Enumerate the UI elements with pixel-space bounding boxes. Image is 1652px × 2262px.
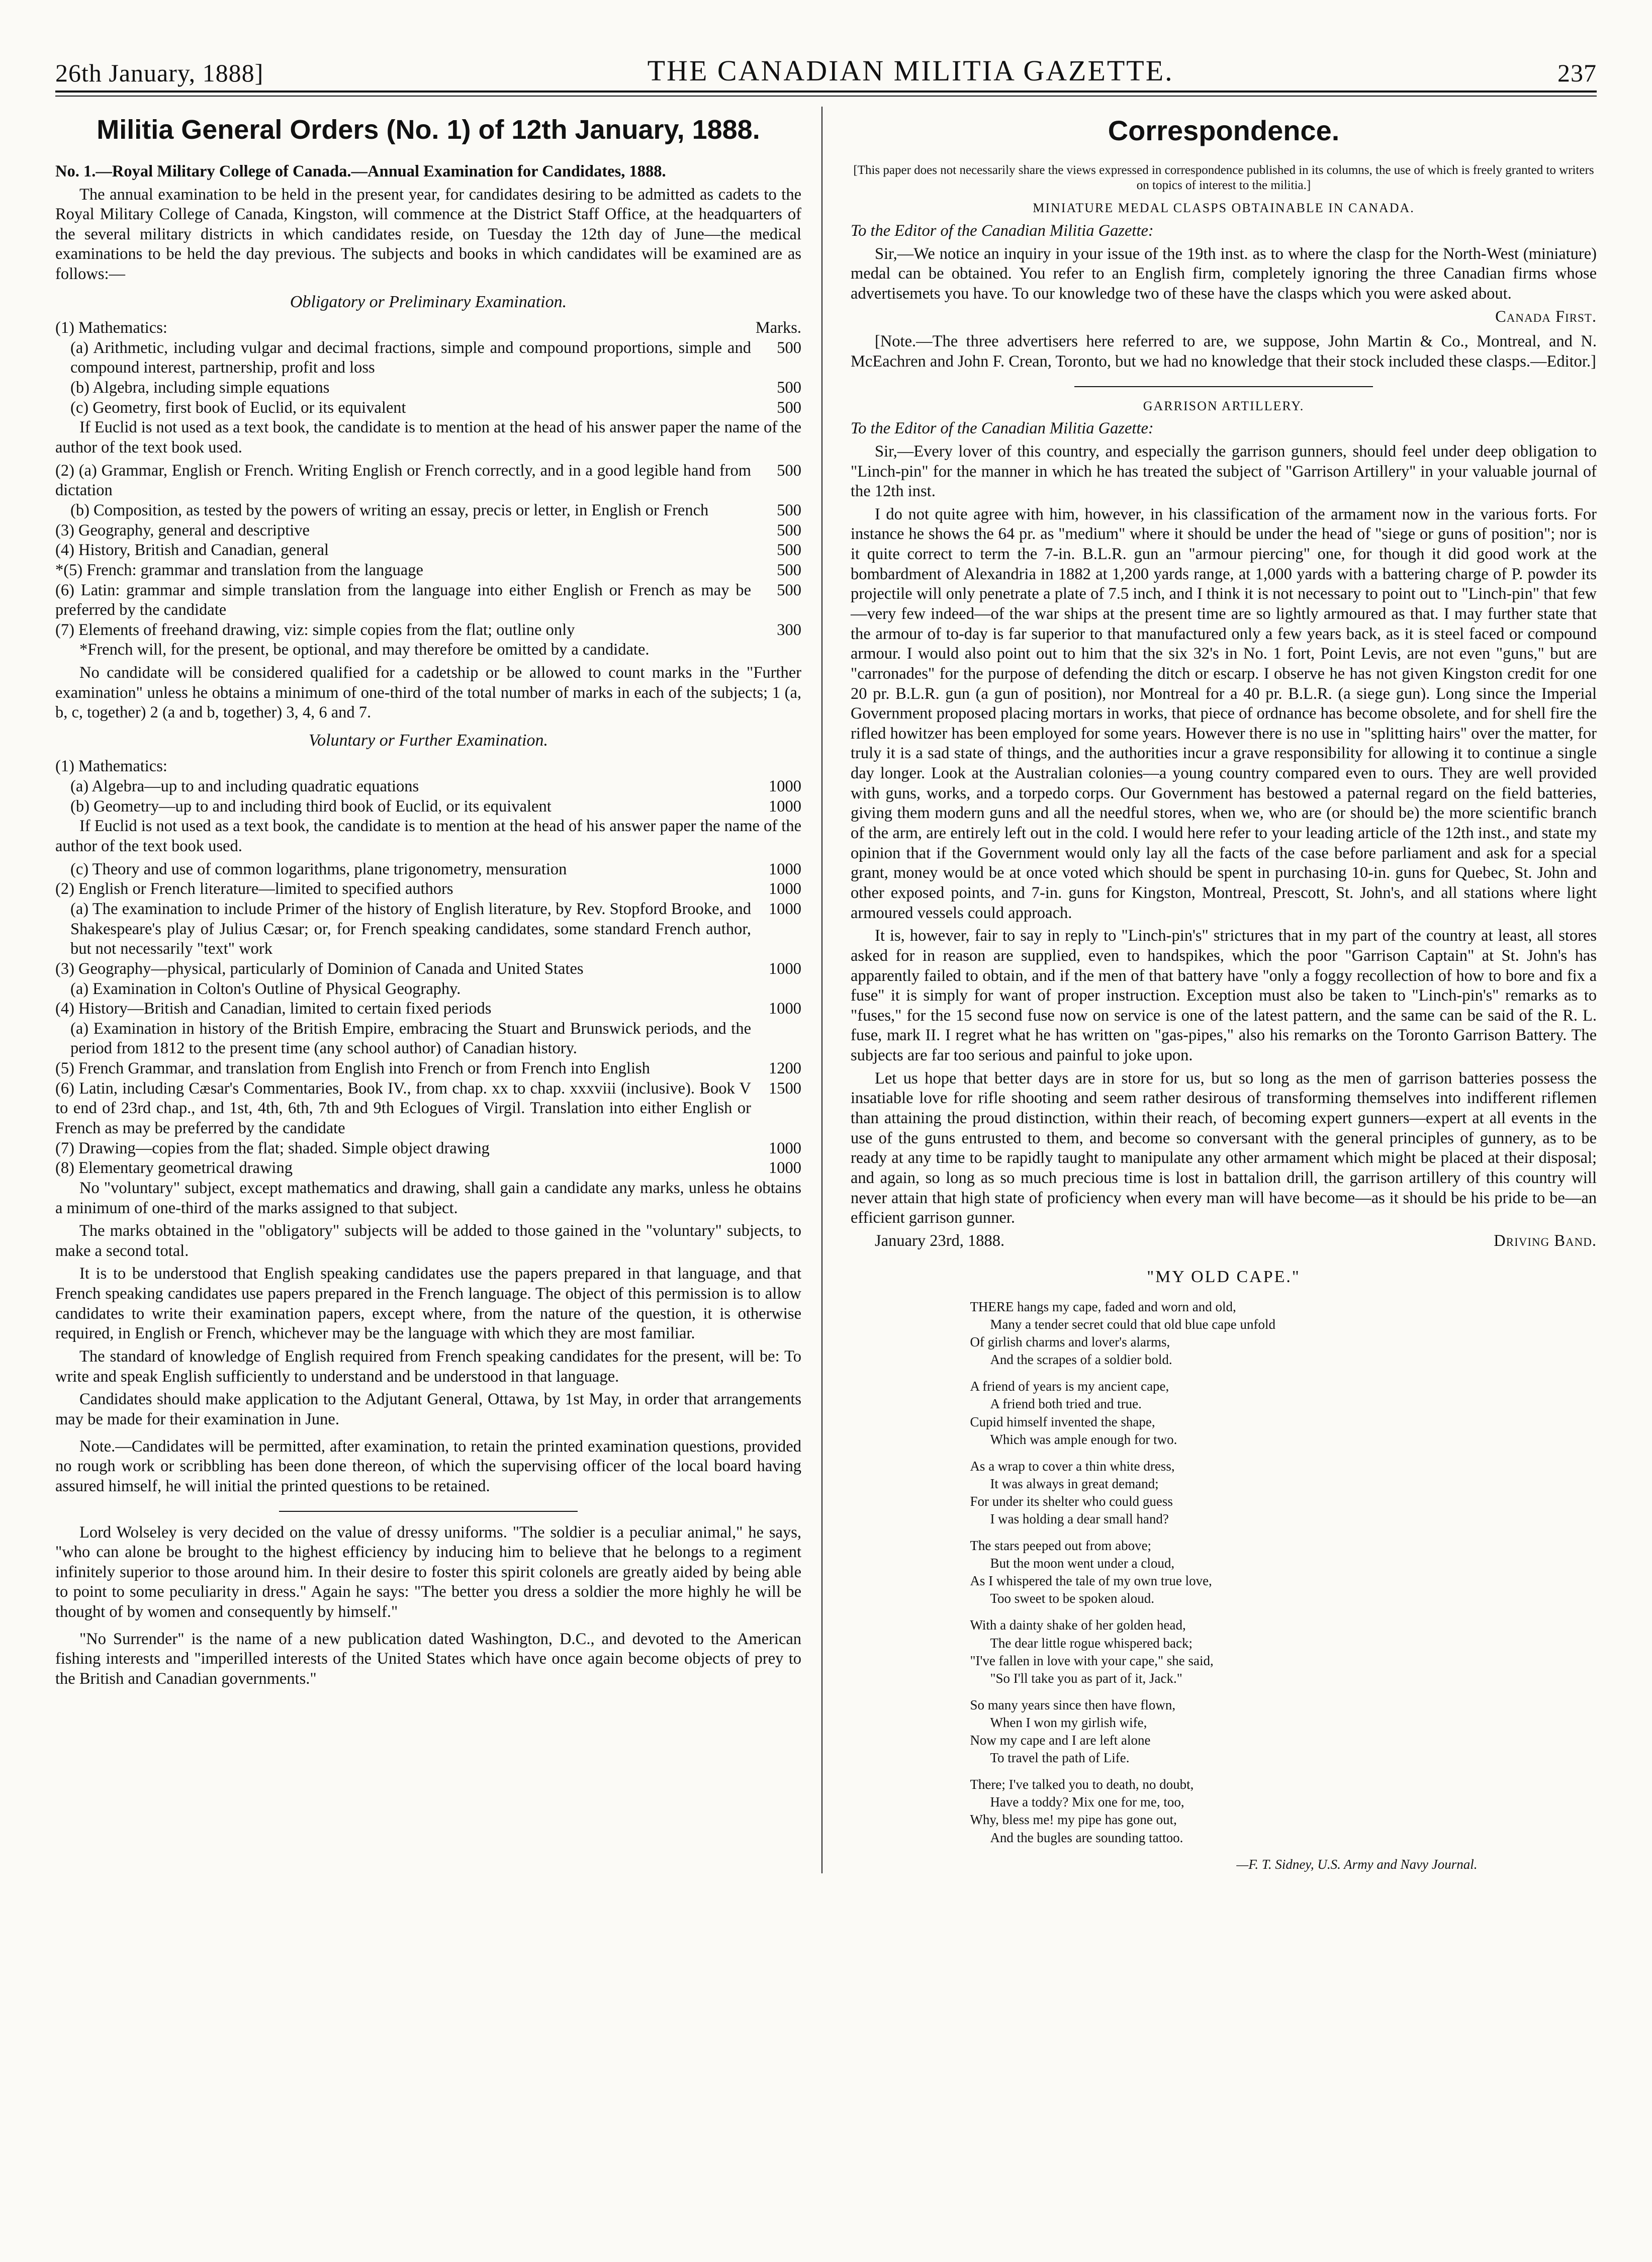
exam-row: [55, 561, 801, 581]
poem-line: Too sweet to be spoken aloud.: [990, 1591, 1154, 1606]
exam-row-text: (1) Mathematics:: [55, 319, 167, 337]
letter-title: GARRISON ARTILLERY.: [1143, 398, 1305, 413]
exam-row: [55, 338, 801, 378]
letter-salutation: To the Editor of the Canadian Militia Gazette:: [851, 222, 1154, 240]
exam-row: [55, 879, 801, 899]
poem-attribution: —F. T. Sidney, U.S. Army and Navy Journal.: [1236, 1856, 1478, 1872]
exam-row: [55, 521, 801, 541]
wolseley-paragraph: Lord Wolseley is very decided on the value of dressy uniforms. "The soldier is a peculiar animal," he says, "who can alone be brought to the highest efficiency by inducing him to believe that he belongs to a regiment infinitely superior to those around him. In their desire to foster this spirit colonels are greatly aided by being able to point to some peculiarity in dress." Again he says: "The better you dress a soldier the more highly he will be thought of by women and consequently by himself.": [55, 1523, 801, 1621]
poem-line: There; I've talked you to death, no doubt,: [970, 1777, 1194, 1792]
exam-row: [55, 860, 801, 880]
letter-date: January 23rd, 1888.: [875, 1231, 1005, 1250]
page-number: 237: [1557, 59, 1597, 87]
exam-row-text: (7) Drawing—copies from the flat; shaded. Simple object drawing: [55, 1139, 490, 1157]
right-column: [851, 107, 1597, 1873]
left-column: [55, 107, 822, 1873]
exam-row-marks: 1500: [769, 1079, 801, 1098]
no-surrender-paragraph: "No Surrender" is the name of a new publication dated Washington, D.C., and devoted to the American fishing interests and "imperilled interests of the United States which have once again become objects of prey to the British and Canadian governments.": [55, 1630, 801, 1688]
letter-paragraph: Sir,—Every lover of this country, and especially the garrison gunners, should feel under deep obligation to "Linch-pin" for the manner in which he has treated the subject of "Garrison Artillery" in your valuable journal of the 12th inst.: [851, 442, 1597, 501]
exam-row-text: (1) Mathematics:: [55, 757, 167, 776]
exam-row-text: (a) Examination in Colton's Outline of Physical Geography.: [70, 979, 461, 998]
poem-stanza: [970, 1378, 1477, 1448]
exam-row-marks: 1000: [769, 1000, 801, 1018]
exam-row-text: (2) (a) Grammar, English or French. Writing English or French correctly, and in a good legible hand from dictation: [55, 461, 751, 500]
letter-paragraph: Let us hope that better days are in store for us, but so long as the men of garrison batteries possess the insatiable love for rifle shooting and seem rather desirous of transforming themselves into indifferent riflemen than attaining the proud distinction, within their reach, of becoming expert gunners—expert at all events in the use of the guns entrusted to them, and become so conversant with the general principles of gunnery, as to be ready at any time to be rapidly taught to manipulate any other armament which might be placed at their disposal; and again, so long as so much precious time is lost in battalion drill, the garrison artillery of this country will never attain that high state of proficiency when every man will have become—as it should be his pride to be—an efficient garrison gunner.: [851, 1069, 1597, 1227]
poem-line: Many a tender secret could that old blue cape unfold: [990, 1317, 1275, 1332]
poem-stanza: [970, 1776, 1477, 1846]
exam-row: [55, 999, 801, 1019]
exam-row-text: (3) Geography, general and descriptive: [55, 521, 310, 539]
poem-title: "MY OLD CAPE.": [1147, 1267, 1301, 1286]
euclid-note: If Euclid is not used as a text book, the candidate is to mention at the head of his answer paper the name of the author of the text book used.: [55, 418, 801, 457]
poem-line: When I won my girlish wife,: [990, 1714, 1147, 1730]
exam-row-text: (b) Geometry—up to and including third book of Euclid, or its equivalent: [70, 797, 552, 816]
section-divider: [1074, 386, 1373, 387]
exam-row-text: (b) Algebra, including simple equations: [70, 379, 330, 397]
letter-paragraph: I do not quite agree with him, however, in his classification of the armament now in the various forts. For instance he shows the 64 pr. as "medium" where it should be under the head of "siege or guns of position"; nor is it quite correct to term the 7-in. B.L.R. gun an "armour piercing" one, for though it did good work at the bombardment of Alexandria in 1882 at 1,200 yards range, at 1,000 yards with a battering charge of P. powder its projectile will only penetrate a plate of 7.5 inch, and I think it is not necessary to point out to "Linch-pin" that few—very few indeed—of the war ships at the present time are so lightly armoured as that. I may further state that the armour of to-day is far superior to that manufactured only a few years back, as it is steel faced or compound armour. I would also point out to him that the six 32's in No. 1 fort, Point Levis, are not even "guns," but are "carronades" for the purpose of defending the ditch or escarp. I observe he has not given Kingston credit for one 20 pr. B.L.R. gun (a gun of position), nor Montreal for a 40 pr. B.L.R. (a siege gun). Long since the Imperial Government proposed placing mortars in works, that piece of ordnance has become obsolete, and for shell fire the rifled howitzer has been employed for some years. However there is no use in "splitting hairs" over the matter, for truly it is a sad state of things, and the authorities incur a grave responsibility for allowing it to continue a single day longer. Look at the Australian colonies—a young country compared even to ours. They are well provided with guns, works, and a torpedo corps. Our Government has bestowed a paternal regard on the field batteries, giving them modern guns and all the needful stores, when we, who are (or should be) the more scientific branch of the arm, are entirely left out in the cold. I would here refer to your leading article of the 12th inst., and state my opinion that if the Government would only lay all the facts of the case before parliament and ask for a special grant, money would be at once voted which should be spent in purchasing 10-in. guns for Quebec, St. John and other exposed points, and 7-in. guns for Kingston, Montreal, Prescott, St. John's, and all stations where light armoured vessels could approach.: [851, 505, 1597, 922]
disclaimer: [This paper does not necessarily share the views expressed in correspondence published in its columns, the use of which is freely granted to writers on topics of interest to the militia.]: [853, 163, 1594, 193]
exam-row: [55, 757, 801, 777]
poem-stanza: [970, 1458, 1477, 1528]
marks-label: Marks.: [755, 319, 801, 337]
exam-row-marks: 1000: [769, 1159, 801, 1178]
correspondence-heading: Correspondence.: [1108, 115, 1340, 146]
exam-row-marks: 500: [777, 521, 801, 539]
exam-row-marks: 500: [777, 379, 801, 397]
poem-line: Cupid himself invented the shape,: [970, 1414, 1155, 1429]
columns: [55, 107, 1597, 1873]
exam-row-text: (4) History, British and Canadian, general: [55, 541, 329, 560]
letter-body: Sir,—We notice an inquiry in your issue of the 19th inst. as to where the clasp for the North-West (miniature) medal can be obtained. You refer to an English firm, completely ignoring the three Canadian firms whose advertisemets you have. To our knowledge two of these have the clasps which you were asked about.: [851, 244, 1597, 303]
exam-row-marks: 500: [777, 541, 801, 560]
exam-row: [55, 1139, 801, 1159]
exam-row: [55, 501, 801, 521]
exam-row-text: (8) Elementary geometrical drawing: [55, 1159, 293, 1178]
exam-row: [55, 398, 801, 418]
exam-row: [55, 581, 801, 620]
euclid-note-2: If Euclid is not used as a text book, the candidate is to mention at the head of his answer paper the name of the author of the text book used.: [55, 817, 801, 856]
exam-row-text: (a) Arithmetic, including vulgar and decimal fractions, simple and compound proportions, simple and compound interest, partnership, profit and loss: [70, 338, 751, 377]
header-rule-thin: [55, 96, 1597, 97]
exam-row-marks: 1000: [769, 959, 801, 978]
exam-row-text: (a) Algebra—up to and including quadratic equations: [70, 777, 419, 796]
exam-row: [55, 777, 801, 797]
exam-row-text: (c) Geometry, first book of Euclid, or its equivalent: [70, 398, 406, 417]
exam-row-marks: 1000: [769, 797, 801, 816]
exam-row-text: (4) History—British and Canadian, limited to certain fixed periods: [55, 1000, 492, 1018]
exam-row-marks: 500: [777, 398, 801, 417]
exam-row: [55, 797, 801, 817]
header-rule: [55, 91, 1597, 93]
poem-line: To travel the path of Life.: [990, 1750, 1130, 1766]
order-title: No. 1.—Royal Military College of Canada.—Annual Examination for Candidates, 1888.: [55, 162, 666, 180]
exam-row-text: (7) Elements of freehand drawing, viz: simple copies from the flat; outline only: [55, 620, 575, 639]
poem-line: The dear little rogue whispered back;: [990, 1635, 1193, 1651]
editor-note: [Note.—The three advertisers here referred to are, we suppose, John Martin & Co., Montreal, and N. McEachren and John F. Crean, Toronto, but we had no knowledge that their stock included these clasps.—Editor.]: [851, 332, 1597, 371]
poem-line: "So I'll take you as part of it, Jack.": [990, 1670, 1182, 1686]
poem-line: Have a toddy? Mix one for me, too,: [990, 1794, 1184, 1810]
running-head: [55, 45, 1597, 87]
exam-row: [55, 1019, 801, 1059]
exam-row-marks: 500: [777, 338, 801, 357]
poem-line: Why, bless me! my pipe has gone out,: [970, 1812, 1177, 1828]
section-divider: [279, 1511, 578, 1512]
exam-row-text: (6) Latin: grammar and simple translation from the language into either English or French as may be preferred by the candidate: [55, 581, 751, 619]
poem-line: The stars peeped out from above;: [970, 1538, 1152, 1554]
exam-row: [55, 1158, 801, 1179]
masthead-title: THE CANADIAN MILITIA GAZETTE.: [647, 54, 1174, 87]
letter-signoff: [851, 1231, 1597, 1251]
exam-row-marks: 500: [777, 461, 801, 480]
exam-row-marks: 500: [777, 561, 801, 579]
voluntary-heading: Voluntary or Further Examination.: [309, 731, 548, 750]
exam-row-text: (3) Geography—physical, particularly of Dominion of Canada and United States: [55, 959, 584, 978]
poem-line: And the scrapes of a soldier bold.: [990, 1352, 1172, 1368]
poem-stanza: [970, 1298, 1477, 1369]
voluntary-note: No "voluntary" subject, except mathematics and drawing, shall gain a candidate any marks, unless he obtains a minimum of one-third of the marks assigned to that subject.: [55, 1179, 801, 1217]
exam-row-text: (a) Examination in history of the British Empire, embracing the Stuart and Brunswick periods, and the period from 1812 to the present time (any school author) of Canadian history.: [70, 1019, 751, 1058]
exam-row: [55, 899, 801, 959]
poem-stanza: [970, 1537, 1477, 1607]
exam-row-text: (c) Theory and use of common logarithms, plane trigonometry, mensuration: [70, 860, 567, 878]
exam-row-text: (b) Composition, as tested by the powers of writing an essay, precis or letter, in English or French: [70, 501, 709, 519]
exam-row: [55, 959, 801, 979]
poem-line: And the bugles are sounding tattoo.: [990, 1830, 1183, 1845]
exam-row-text: (5) French Grammar, and translation from English into French or from French into English: [55, 1059, 650, 1078]
letter-signature: Driving Band.: [1494, 1231, 1597, 1250]
exam-row-marks: 1000: [769, 899, 801, 918]
standard-note: The standard of knowledge of English required from French speaking candidates for the present, will be: To write and speak English sufficiently to understand and be understood in that language.: [55, 1347, 801, 1386]
exam-row-marks: 500: [777, 581, 801, 599]
poem-line: "I've fallen in love with your cape," she said,: [970, 1653, 1214, 1668]
exam-row: [55, 378, 801, 398]
poem-line: With a dainty shake of her golden head,: [970, 1617, 1186, 1633]
poem-line: Now my cape and I are left alone: [970, 1733, 1151, 1748]
language-note: It is to be understood that English speaking candidates use the papers prepared in that language, and that French speaking candidates use papers prepared in the French language. The object of this permission is to allow candidates to write their examination papers, except where, from the nature of the question, it is otherwise required, in English or French, whichever may be the language with which they are most familiar.: [55, 1264, 801, 1343]
poem-line: For under its shelter who could guess: [970, 1493, 1173, 1509]
marks-note: The marks obtained in the "obligatory" subjects will be added to those gained in the "voluntary" subjects, to make a second total.: [55, 1222, 801, 1260]
exam-row-marks: 1000: [769, 777, 801, 796]
letter-paragraph: It is, however, fair to say in reply to "Linch-pin's" strictures that in my part of the country at least, all stores asked for in reason are supplied, even to handspikes, which the poor "Garrison Captain" at St. John's has apparently failed to obtain, and if the men of that battery have "only a foggy recollection of how to bore and fix a fuse" it is simply for want of proper instruction. Exception must also be taken to "Linch-pin's" remarks as to "fuses," for the 15 second fuse now on service is one of the latest pattern, and the same can be said of the R. L. fuse, mark II. I regret what he has written on "gas-pipes," also his remarks on the Toronto Garrison Battery. The subjects are far too serious and painful to joke upon.: [851, 927, 1597, 1065]
poem-line: Which was ample enough for two.: [990, 1431, 1177, 1447]
exam-row-marks: 1200: [769, 1059, 801, 1078]
exam-row: [55, 1079, 801, 1139]
exam-row-text: (a) The examination to include Primer of the history of English literature, by Rev. Stopford Brooke, and Shakespeare's play of Julius Cæsar; or, for French speaking candidates, some standard French author, but not necessarily "text" work: [70, 899, 751, 958]
poem-line: A friend both tried and true.: [990, 1396, 1142, 1412]
letter-signature: Canada First.: [1495, 307, 1597, 326]
letter-title: MINIATURE MEDAL CLASPS OBTAINABLE IN CANADA.: [1033, 201, 1415, 216]
exam-row: [55, 461, 801, 501]
exam-row: [55, 620, 801, 641]
poem-line: But the moon went under a cloud,: [990, 1556, 1175, 1571]
poem-line: I was holding a dear small hand?: [990, 1511, 1169, 1526]
poem-line: So many years since then have flown,: [970, 1697, 1176, 1712]
final-note: Note.—Candidates will be permitted, after examination, to retain the printed examination questions, provided no rough work or scribbling has been done thereon, of which the supervising officer of the local board having assured himself, he will initial the printed questions to be retained.: [55, 1437, 801, 1495]
exam-row-marks: 1000: [769, 1139, 801, 1157]
poem-line: As a wrap to cover a thin white dress,: [970, 1458, 1175, 1474]
poem-line: As I whispered the tale of my own true love,: [970, 1573, 1212, 1589]
exam-row-text: (6) Latin, including Cæsar's Commentaries, Book IV., from chap. xx to chap. xxxviii (inclusive). Book V to end of 23rd chap., and 1st, 4th, 6th, 7th and 9th Eclogues of Virgil. Translation into either English or French as may be preferred by the candidate: [55, 1079, 751, 1137]
poem: [970, 1298, 1477, 1873]
poem-stanza: [970, 1696, 1477, 1767]
exam-row-marks: 500: [777, 501, 801, 519]
orders-intro: The annual examination to be held in the present year, for candidates desiring to be admitted as cadets to the Royal Military College of Canada, Kingston, will commence at the District Staff Office, at the headquarters of the several military districts in which candidates reside, on Tuesday the 12th day of June—the medical examinations to be held the day previous. The subjects and books in which candidates will be examined are as follows:—: [55, 185, 801, 284]
marks-header-row: [55, 318, 801, 338]
issue-date: 26th January, 1888]: [55, 59, 264, 87]
exam-row-marks: 1000: [769, 860, 801, 878]
exam-row-text: (2) English or French literature—limited to specified authors: [55, 880, 453, 898]
french-note: *French will, for the present, be optional, and may therefore be omitted by a candidate.: [79, 641, 650, 659]
poem-line: A friend of years is my ancient cape,: [970, 1379, 1169, 1394]
poem-line: It was always in great demand;: [990, 1476, 1159, 1491]
orders-heading: Militia General Orders (No. 1) of 12th January, 1888.: [97, 115, 760, 145]
exam-row-text: *(5) French: grammar and translation from the language: [55, 561, 423, 579]
application-note: Candidates should make application to the Adjutant General, Ottawa, by 1st May, in order that arrangements may be made for their examination in June.: [55, 1390, 801, 1428]
exam-row-marks: 1000: [769, 880, 801, 898]
exam-row: [55, 1059, 801, 1079]
obligatory-heading: Obligatory or Preliminary Examination.: [290, 292, 567, 311]
cadetship-note: No candidate will be considered qualified for a cadetship or be allowed to count marks in the "Further examination" unless he obtains a minimum of one-third of the total number of marks in each of the subjects; 1 (a, b, c, together) 2 (a and b, together) 3, 4, 6 and 7.: [55, 664, 801, 722]
exam-row: [55, 540, 801, 561]
letter-salutation: To the Editor of the Canadian Militia Gazette:: [851, 419, 1154, 438]
poem-stanza: [970, 1616, 1477, 1687]
poem-line: Of girlish charms and lover's alarms,: [970, 1334, 1170, 1350]
poem-line: THERE hangs my cape, faded and worn and old,: [970, 1299, 1236, 1314]
exam-row-marks: 300: [777, 620, 801, 639]
exam-row: [55, 979, 801, 1000]
